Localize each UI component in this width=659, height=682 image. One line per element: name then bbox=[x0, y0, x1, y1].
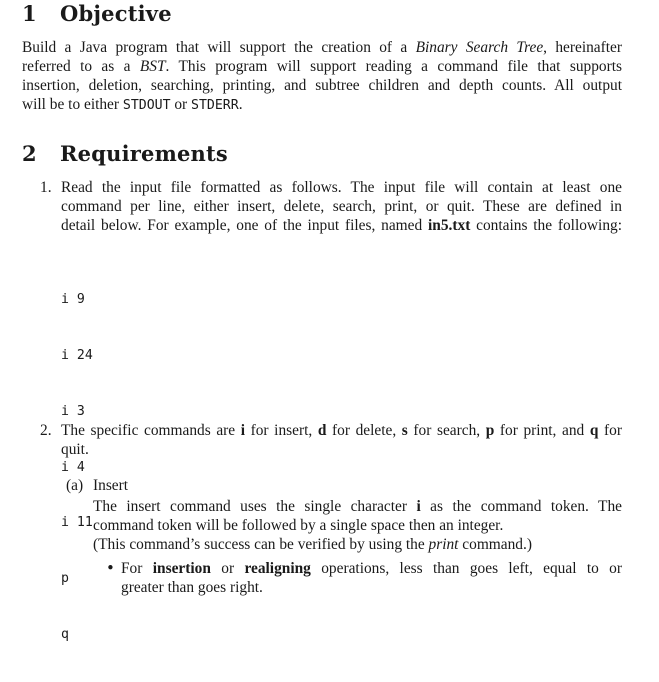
insert-bullet-text bbox=[121, 559, 622, 597]
section-2-heading bbox=[22, 143, 228, 164]
item-2-line-2: quit. bbox=[61, 441, 89, 458]
example-input-file bbox=[61, 254, 93, 682]
subitem-a-title: Insert bbox=[93, 477, 129, 494]
item-1-line-3: detail below. For example, one of the input files, named in5.txt contains the following: bbox=[61, 217, 622, 234]
insert-line-1: The insert command uses the single character i as the command token. The bbox=[93, 498, 622, 515]
bullet-line-2: greater than goes right. bbox=[121, 579, 263, 596]
objective-line-1: Build a Java program that will support the creation of a Binary Search Tree, hereinafter bbox=[22, 39, 622, 56]
item-2-text bbox=[61, 421, 622, 459]
section-2-number: 2 bbox=[22, 141, 37, 166]
code-line: i 11 bbox=[61, 515, 93, 531]
insert-line-2: command token will be followed by a single space then an integer. bbox=[93, 517, 504, 534]
code-line: i 9 bbox=[61, 292, 85, 308]
section-1-heading bbox=[22, 3, 172, 24]
item-1-line-2: command per line, either insert, delete, search, print, or quit. These are defined in bbox=[61, 198, 622, 215]
bullet-icon: • bbox=[106, 559, 115, 577]
item-1-line-1: Read the input file formatted as follows. The input file will contain at least one bbox=[61, 179, 622, 196]
item-2-line-1: The specific commands are i for insert, d for delete, s for search, p for print, and q for bbox=[61, 422, 622, 439]
insert-description bbox=[93, 497, 622, 554]
objective-line-2: referred to as a BST. This program will support reading a command file that supports bbox=[22, 58, 622, 75]
subitem-a-marker: (a) bbox=[66, 477, 84, 494]
objective-line-4: will be to either STDOUT or STDERR. bbox=[22, 96, 243, 113]
insert-line-3: (This command’s success can be verified by using the print command.) bbox=[93, 536, 532, 553]
item-1-text bbox=[61, 178, 622, 235]
section-1-title: Objective bbox=[60, 1, 172, 26]
section-2-title: Requirements bbox=[60, 141, 228, 166]
objective-line-3: insertion, deletion, searching, printing, and subtree children and depth counts. All output bbox=[22, 77, 622, 94]
code-line: q bbox=[61, 626, 69, 642]
item-1-marker: 1. bbox=[40, 179, 52, 196]
code-line: i 4 bbox=[61, 459, 85, 475]
objective-paragraph bbox=[22, 38, 622, 114]
bullet-line-1: For insertion or realigning operations, less than goes left, equal to or bbox=[121, 560, 622, 577]
code-line: i 3 bbox=[61, 403, 85, 419]
code-line: p bbox=[61, 571, 69, 587]
code-line: i 24 bbox=[61, 347, 93, 363]
item-2-marker: 2. bbox=[40, 422, 52, 439]
section-1-number: 1 bbox=[22, 1, 37, 26]
